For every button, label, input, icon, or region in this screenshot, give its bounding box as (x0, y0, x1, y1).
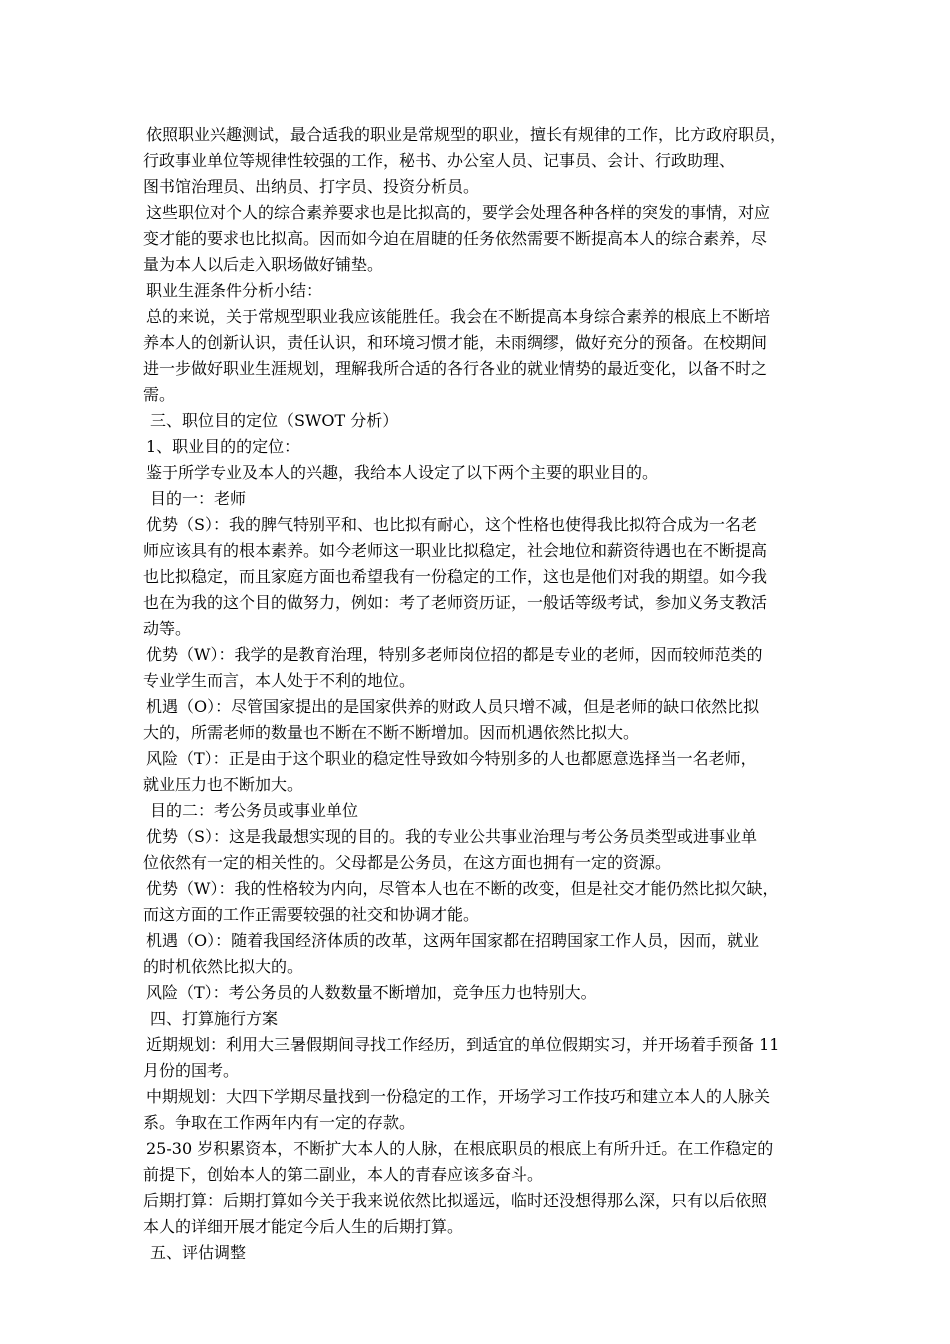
text-line: 中期规划：大四下学期尽量找到一份稳定的工作，开场学习工作技巧和建立本人的人脉关 (146, 1087, 771, 1106)
text-line: 而这方面的工作正需要较强的社交和协调才能。 (143, 905, 480, 924)
text-line: 专业学生而言，本人处于不利的地位。 (143, 671, 416, 690)
text-line: 1、职业目的的定位： (146, 437, 301, 456)
text-line: 进一步做好职业生涯规划，理解我所合适的各行各业的就业情势的最近变化，以备不时之 (143, 359, 768, 378)
text-line: 风险（T）：考公务员的人数数量不断增加，竞争压力也特别大。 (146, 983, 597, 1002)
text-line: 这些职位对个人的综合素养要求也是比拟高的，要学会处理各种各样的突发的事情，对应 (146, 203, 771, 222)
text-line: 优势（S）：这是我最想实现的目的。我的专业公共事业治理与考公务员类型或进事业单 (146, 827, 757, 846)
text-line: 后期打算：后期打算如今关于我来说依然比拟遥远，临时还没想得那么深，只有以后依照 (143, 1191, 768, 1210)
text-line: 大的，所需老师的数量也不断在不断不断增加。因而机遇依然比拟大。 (143, 723, 640, 742)
text-line: 优势（W）：我学的是教育治理，特别多老师岗位招的都是专业的老师，因而较师范类的 (146, 645, 763, 664)
text-line: 就业压力也不断加大。 (143, 775, 304, 794)
text-line: 五、评估调整 (150, 1243, 247, 1262)
text-line: 养本人的创新认识，责任认识，和环境习惯才能，未雨绸缪，做好充分的预备。在校期间 (143, 333, 768, 352)
text-line: 图书馆治理员、出纳员、打字员、投资分析员。 (143, 177, 480, 196)
text-line: 变才能的要求也比拟高。因而如今迫在眉睫的任务依然需要不断提高本人的综合素养，尽 (143, 229, 768, 248)
text-line: 行政事业单位等规律性较强的工作，秘书、办公室人员、记事员、会计、行政助理、 (143, 151, 736, 170)
text-line: 机遇（O）：尽管国家提出的是国家供养的财政人员只增不减，但是老师的缺口依然比拟 (146, 697, 760, 716)
text-line: 月份的国考。 (143, 1061, 240, 1080)
text-line: 目的一：老师 (150, 489, 247, 508)
text-line: 四、打算施行方案 (150, 1009, 279, 1028)
text-line: 也在为我的这个目的做努力，例如：考了老师资历证，一般话等级考试，参加义务支教活 (143, 593, 768, 612)
text-line: 职业生涯条件分析小结： (146, 281, 323, 300)
text-line: 也比拟稳定，而且家庭方面也希望我有一份稳定的工作，这也是他们对我的期望。如今我 (143, 567, 768, 586)
text-line: 优势（W）：我的性格较为内向，尽管本人也在不断的改变，但是社交才能仍然比拟欠缺， (146, 879, 779, 898)
document-body (143, 122, 819, 1266)
text-line: 本人的详细开展才能定今后人生的后期打算。 (143, 1217, 464, 1236)
text-line: 近期规划：利用大三暑假期间寻找工作经历，到适宜的单位假期实习，并开场着手预备 11 (146, 1035, 780, 1054)
text-line: 系。争取在工作两年内有一定的存款。 (143, 1113, 416, 1132)
text-line: 优势（S）：我的脾气特别平和、也比拟有耐心，这个性格也使得我比拟符合成为一名老 (146, 515, 757, 534)
text-line: 量为本人以后走入职场做好铺垫。 (143, 255, 384, 274)
text-line: 目的二：考公务员或事业单位 (150, 801, 359, 820)
text-line: 三、职位目的定位（SWOT 分析） (150, 411, 399, 430)
text-line: 依照职业兴趣测试，最合适我的职业是常规型的职业，擅长有规律的工作，比方政府职员， (146, 125, 787, 144)
text-line: 的时机依然比拟大的。 (143, 957, 304, 976)
text-line: 鉴于所学专业及本人的兴趣，我给本人设定了以下两个主要的职业目的。 (146, 463, 659, 482)
text-line: 前提下，创始本人的第二副业，本人的青春应该多奋斗。 (143, 1165, 544, 1184)
text-line: 师应该具有的根本素养。如今老师这一职业比拟稳定，社会地位和薪资待遇也在不断提高 (143, 541, 768, 560)
text-line: 25-30 岁积累资本，不断扩大本人的人脉，在根底职员的根底上有所升迁。在工作稳定的 (146, 1139, 774, 1158)
text-line: 机遇（O）：随着我国经济体质的改革，这两年国家都在招聘国家工作人员，因而，就业 (146, 931, 760, 950)
text-line: 位依然有一定的相关性的。父母都是公务员，在这方面也拥有一定的资源。 (143, 853, 672, 872)
text-line: 需。 (143, 385, 176, 404)
text-line: 动等。 (143, 619, 192, 638)
text-line: 总的来说，关于常规型职业我应该能胜任。我会在不断提高本身综合素养的根底上不断培 (146, 307, 771, 326)
text-line: 风险（T）：正是由于这个职业的稳定性导致如今特别多的人也都愿意选择当一名老师， (146, 749, 757, 768)
